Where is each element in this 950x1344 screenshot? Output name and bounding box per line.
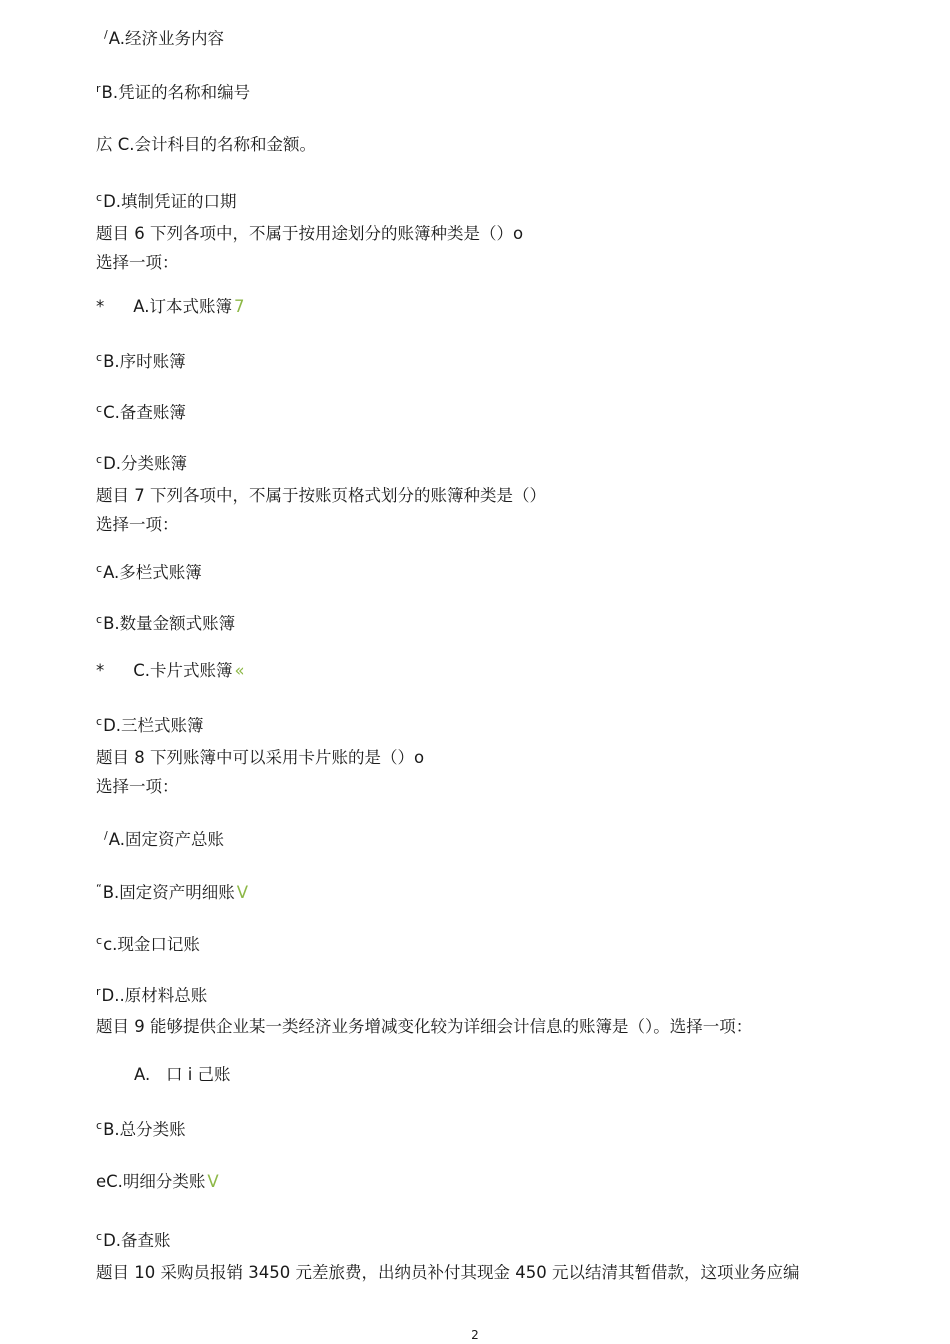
radio-marker: c (96, 402, 103, 415)
option-line (96, 660, 245, 682)
question-instruction: 选择一项： (96, 515, 179, 534)
option-text: C.卡片式账簿 (133, 661, 233, 680)
option-text: B.序时账簿 (103, 352, 186, 371)
radio-marker: c (96, 351, 103, 364)
option-text: B.总分类账 (103, 1120, 186, 1139)
question-title: 题目 8 下列账簿中可以采用卡片账的是（）o (96, 748, 425, 767)
option-line (104, 825, 224, 851)
radio-marker: c (96, 715, 103, 728)
correct-check-icon: 7 (234, 297, 245, 316)
option-text: A.经济业务内容 (108, 29, 224, 48)
option-line (96, 711, 204, 737)
option-line (96, 134, 316, 156)
question-title: 题目 6 下列各项中，不属于按用途划分的账簿种类是（）o (96, 224, 524, 243)
option-text: eC.明细分类账 (96, 1172, 206, 1191)
radio-marker: c (96, 191, 103, 204)
radio-marker: r (96, 985, 101, 998)
radio-marker: c (96, 453, 103, 466)
option-text: B.凭证的名称和编号 (101, 83, 251, 102)
option-line (96, 878, 248, 904)
option-line (96, 296, 245, 318)
option-line (96, 187, 237, 213)
option-text: D.填制凭证的口期 (103, 192, 237, 211)
option-line (96, 449, 187, 475)
question-title: 题目 7 下列各项中，不属于按账页格式划分的账簿种类是（） (96, 486, 546, 505)
radio-marker: c (96, 1119, 103, 1132)
question-instruction: 选择一项： (96, 253, 179, 272)
option-text: D..原材料总账 (101, 986, 208, 1005)
question-instruction: 选择一项： (96, 777, 179, 796)
option-line (96, 398, 186, 424)
option-text: c.现金口记账 (103, 935, 200, 954)
radio-marker: “ (96, 882, 102, 895)
option-line (96, 1115, 186, 1141)
selected-marker: * (96, 297, 105, 316)
correct-check-icon: V (236, 883, 249, 902)
option-line (96, 609, 235, 635)
radio-marker: / (104, 28, 108, 41)
option-text: C.备查账簿 (103, 403, 186, 422)
option-line (96, 981, 207, 1007)
option-text: D.三栏式账簿 (103, 716, 204, 735)
option-text: D.分类账簿 (103, 454, 188, 473)
option-text: 広 C.会计科目的名称和金额。 (96, 135, 317, 154)
correct-check-icon: « (234, 661, 245, 680)
option-text: B.固定资产明细账 (102, 883, 235, 902)
radio-marker: c (96, 934, 103, 947)
selected-marker: * (96, 661, 105, 680)
radio-marker: r (96, 82, 101, 95)
option-text: A.订本式账簿 (133, 297, 232, 316)
option-line (96, 558, 202, 584)
option-line (104, 24, 224, 50)
correct-check-icon: V (207, 1172, 219, 1191)
radio-marker: c (96, 613, 103, 626)
question-title: 题目 9 能够提供企业某一类经济业务增减变化较为详细会计信息的账簿是（）。选择一项： (96, 1017, 753, 1036)
option-line (134, 1064, 231, 1086)
option-text: D.备查账 (103, 1231, 171, 1250)
radio-marker: / (104, 829, 108, 842)
option-line (96, 78, 250, 104)
option-text: A. 口 i 己账 (134, 1065, 231, 1084)
option-text: A.多栏式账簿 (103, 563, 202, 582)
question-title: 题目 10 采购员报销 3450 元差旅费，出纳员补付其现金 450 元以结清其暂借款，这项业务应编 (96, 1263, 800, 1282)
option-text: A.固定资产总账 (108, 830, 224, 849)
page-number: 2 (471, 1328, 479, 1342)
radio-marker: c (96, 562, 103, 575)
option-line (96, 930, 200, 956)
option-line (96, 347, 186, 373)
option-line (96, 1171, 219, 1193)
option-line (96, 1226, 171, 1252)
radio-marker: c (96, 1230, 103, 1243)
option-text: B.数量金额式账簿 (103, 614, 236, 633)
